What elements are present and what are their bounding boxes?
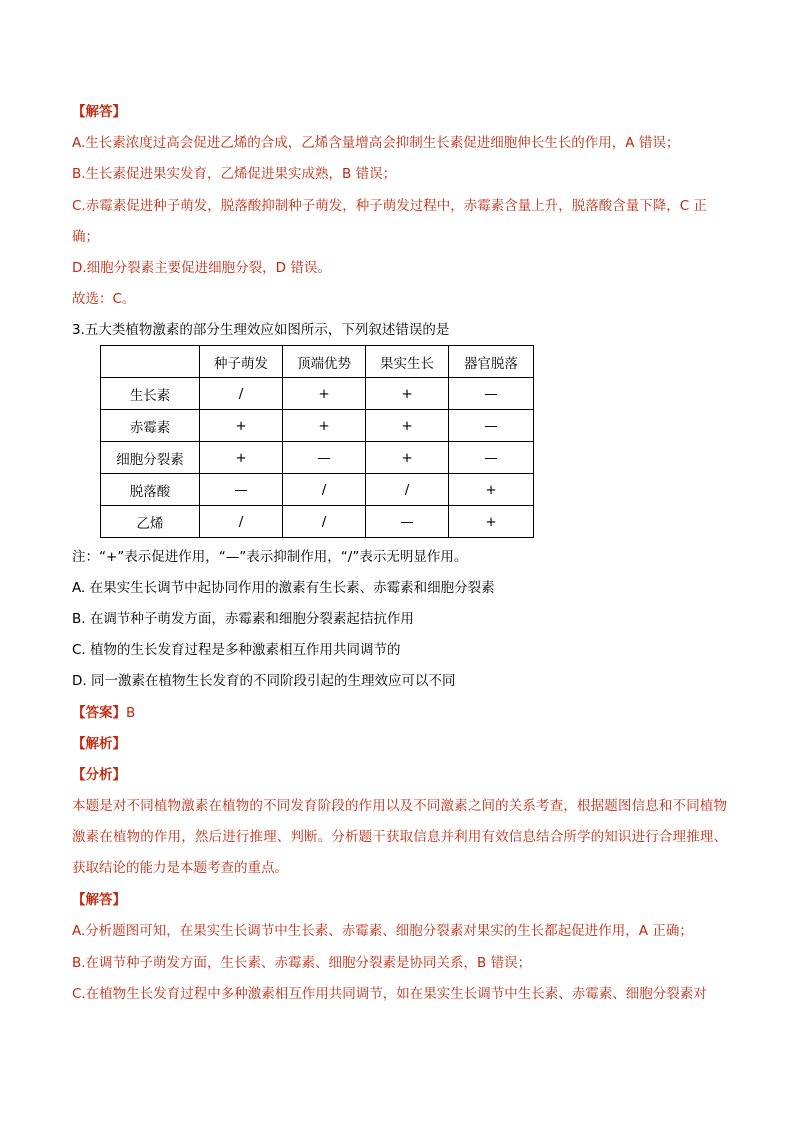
fenxi-header: 【分析】 [72,767,126,783]
table-cell: 脱落酸 [101,474,200,506]
table-cell: + [366,442,449,474]
table-cell: — [283,442,366,474]
table-header-cell: 器官脱落 [449,346,534,378]
option-b: B. 在调节种子萌发方面，赤霉素和细胞分裂素起拮抗作用 [72,611,414,627]
table-header-cell: 果实生长 [366,346,449,378]
table-cell: / [200,506,283,538]
table-row [101,474,534,506]
table-cell: 细胞分裂素 [101,442,200,474]
table-header-cell [101,346,200,378]
table-header-row [101,346,534,378]
table-cell: — [200,474,283,506]
table-cell: / [200,378,283,410]
jieda-header: 【解答】 [72,892,126,908]
table-cell: 生长素 [101,378,200,410]
table-row [101,410,534,442]
answer-label: 【答案】 [72,705,126,721]
answer-line [72,703,135,723]
option-a: A. 在果实生长调节中起协同作用的激素有生长素、赤霉素和细胞分裂素 [72,580,495,596]
solution-line-a: A.生长素浓度过高会促进乙烯的合成，乙烯含量增高会抑制生长素促进细胞伸长生长的作用，A 错误； [72,135,680,151]
solution-line-d: D.细胞分裂素主要促进细胞分裂，D 错误。 [72,260,331,276]
table-cell: — [449,442,534,474]
option-c: C. 植物的生长发育过程是多种激素相互作用共同调节的 [72,642,401,658]
table-cell: + [449,506,534,538]
analysis-header: 【解析】 [72,736,126,752]
table-cell: / [283,474,366,506]
answer-section-header: 【解答】 [72,104,126,120]
table-cell: — [366,506,449,538]
hormone-effects-table [100,345,534,538]
table-row [101,506,534,538]
answer-value: B [126,705,136,721]
analysis-text: 本题是对不同植物激素在植物的不同发育阶段的作用以及不同激素之间的关系考查，根据题图信息和不同植物激素在植物的作用，然后进行推理、判断。分析题干获取信息并利用有效信息结合所学的知识进行合理推理、获取结论的能力是本题考查的重点。 [72,798,727,876]
table-cell: + [200,442,283,474]
jieda-line-a: A.分析题图可知，在果实生长调节中生长素、赤霉素、细胞分裂素对果实的生长都起促进作用，A 正确； [72,923,693,939]
solution-line-c: C.赤霉素促进种子萌发，脱落酸抑制种子萌发，种子萌发过程中，赤霉素含量上升，脱落酸含量下降，C 正 [72,198,707,214]
jieda-line-c: C.在植物生长发育过程中多种激素相互作用共同调节，如在果实生长调节中生长素、赤霉素、细胞分裂素对 [72,986,707,1002]
table-note: 注：“+”表示促进作用，“—”表示抑制作用，“/”表示无明显作用。 [72,549,468,565]
table-cell: + [200,410,283,442]
table-cell: 乙烯 [101,506,200,538]
option-d: D. 同一激素在植物生长发育的不同阶段引起的生理效应可以不同 [72,673,456,689]
question-stem: 3.五大类植物激素的部分生理效应如图所示，下列叙述错误的是 [72,322,450,338]
table-cell: — [449,410,534,442]
table-row [101,378,534,410]
solution-choice: 故选：C。 [72,291,136,307]
solution-line-b: B.生长素促进果实发育，乙烯促进果实成熟，B 错误； [72,166,397,182]
table-cell: + [449,474,534,506]
table-cell: / [283,506,366,538]
solution-line-c-cont: 确； [72,229,99,245]
table-cell: + [366,410,449,442]
jieda-line-b: B.在调节种子萌发方面，生长素、赤霉素、细胞分裂素是协同关系，B 错误； [72,955,532,971]
table-cell: + [283,378,366,410]
table-header-cell: 顶端优势 [283,346,366,378]
table-cell: — [449,378,534,410]
table-cell: + [366,378,449,410]
table-cell: / [366,474,449,506]
table-cell: + [283,410,366,442]
table-header-cell: 种子萌发 [200,346,283,378]
table-cell: 赤霉素 [101,410,200,442]
table-row [101,442,534,474]
